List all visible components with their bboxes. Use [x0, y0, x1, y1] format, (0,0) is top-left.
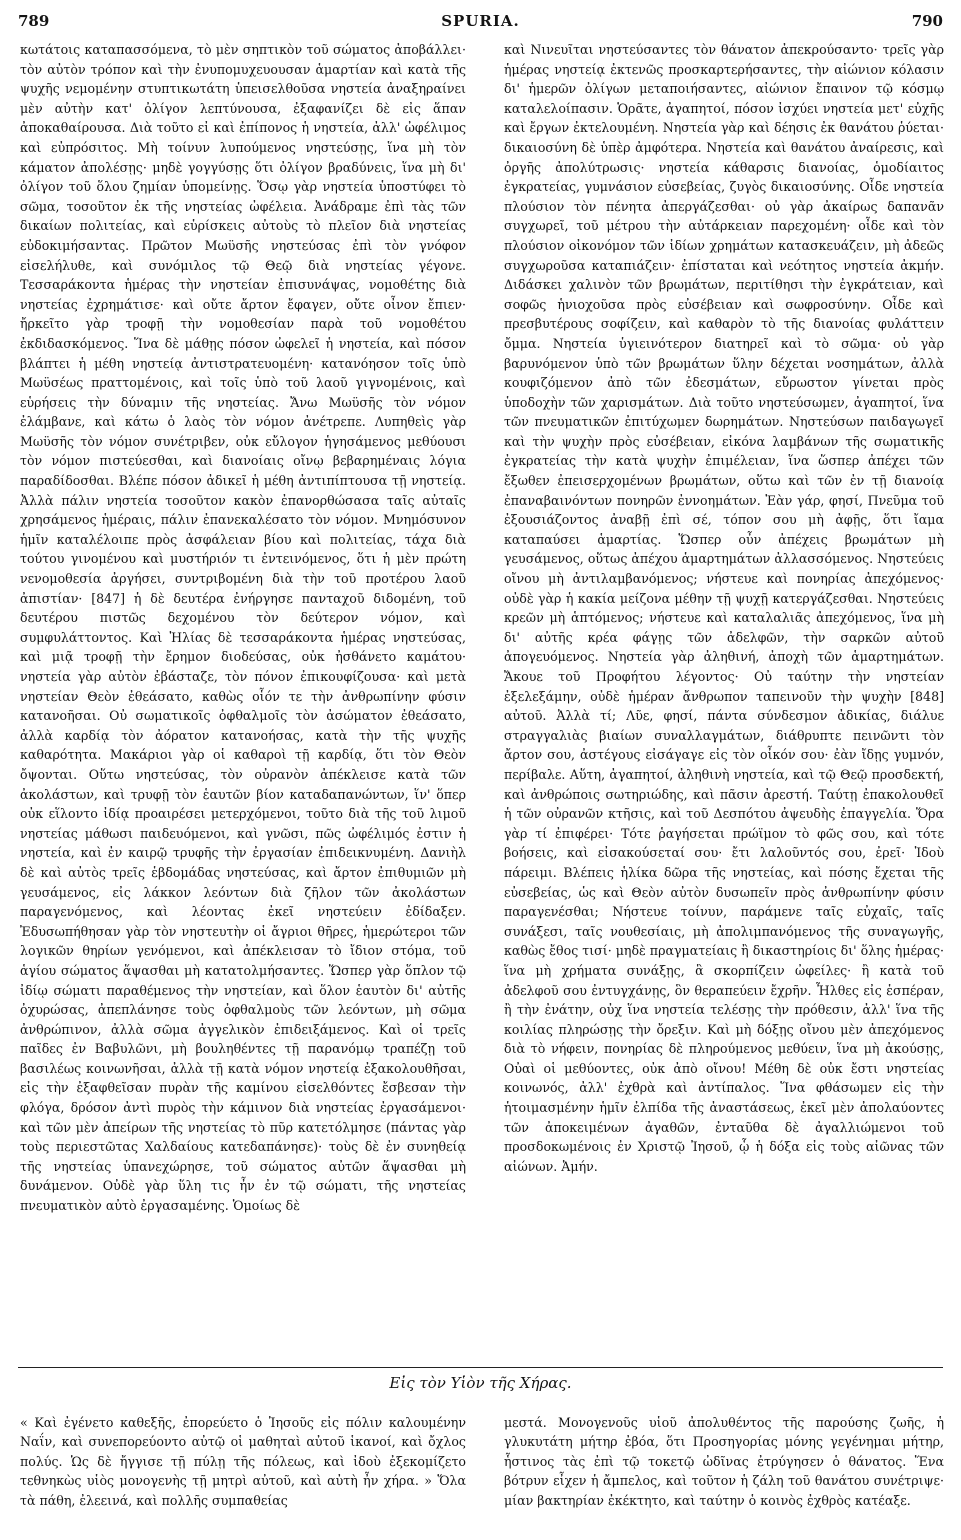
- section-divider: [18, 1367, 943, 1368]
- left-column-text: κωτάτοις καταπασσόμενα, τὸ μὲν σηπτικὸν τοῦ σώματος ἀποβάλλει· τὸν αὐτὸν τρόπον καὶ τὴν ἐνυπομυχευουσαν ἁμαρτίαν καὶ κατὰ τῆς ψυχῆς νεμομένην στυπτικωτάτη ὑπεισελθοῦσα νηστεία ἀναξηραίνει μὲν αὐτὴν κατ' ὀλίγον λεπτύνουσα, ἐξαφανίζει δὲ εἰς ἅπαν ἀποκαθαίρουσα. Διὰ τοῦτο εἰ καὶ ἐπίπονος ἡ νηστεία, ἀλλ' ὠφέλιμος καὶ εὐπρόσιτος. Μὴ τοίνυν λυπούμενος νηστεύσῃς, ἵνα μὴ τὸν κάματον ἀπολέσῃς· μηδὲ γογγύσῃς ὅτι ὀλίγον βραδύνεις, ἵνα μὴ δι' ὀλίγον τοῦ ὅλου ζημίαν ὑπομείνῃς. Ὅσῳ γὰρ νηστεία ὑποστύφει τὸ σῶμα, τοσοῦτον ἐκ τῆς νηστείας ὠφέλεια. Ἀνάδραμε ἐπὶ τὰς τῶν δικαίων πολιτείας, καὶ εὑρίσκεις αὐτοὺς τὸ πλεῖον διὰ νηστείας εὐδοκιμήσαντας. Πρῶτον Μωϋσῆς νηστεύσας ἐπὶ τὸν γνόφον εἰσελήλυθε, καὶ συνόμιλος τῷ Θεῷ διὰ νηστείας γέγονε. Τεσσαράκοντα ἡμέρας τὴν νηστείαν ἐπισυνάψας, νομοθέτης διὰ νηστείας ἐχρημάτισε· καὶ οὔτε ἄρτον ἔφαγεν, οὔτε οἶνον ἔπιεν· ἤρκεῖτο γὰρ τροφῇ τὴν νομοθεσίαν παρὰ τοῦ νομοθέτου ἐκδιδασκόμενος. Ἵνα δὲ μάθῃς πόσον ὠφελεῖ ἡ νηστεία, καὶ πόσον βλάπτει ἡ μέθη νηστείᾳ ἀντιστρατευομένη· κατανόησον τοῖς ὑπὸ Μωϋσέως πραττομένοις, καὶ τοῖς ὑπὸ τοῦ λαοῦ γιγνομένοις, καὶ εὑρήσεις τὴν δύναμιν τῆς νηστείας. Ἄνω Μωϋσῆς τὸν νόμον ἐλάμβανε, καὶ κάτω ὁ λαὸς τὸν νόμον ἀνέτρεπε. Λυπηθεὶς γὰρ Μωϋσῆς τὸν νόμον συνέτριβεν, οὐκ εὔλογον ἡγησάμενος μεθύουσι τὸν νόμον πιστεύεσθαι, καὶ διανοίαις οἴνῳ βεβαρημέναις λόγια παραδίδοσθαι. Βλέπε πόσον ἀδικεῖ ἡ μέθη ἀντιπίπτουσα τῇ νηστείᾳ. Ἀλλὰ πάλιν νηστεία τοσοῦτον κακὸν ἐπανορθώσασα ταῖς αὐταῖς χρησάμενος ἡμέραις, πάλιν ἐπανεκαλέσατο τὸν νόμον. Μνημόσυνον ἡμῖν καταλέλοιπε πρὸς ἀσφάλειαν βίου καὶ πολιτείας, τάχα διὰ τούτου γινομένου καὶ μυστήριόν τι ἐντεινόμενος, ὅτι ἡ μὲν πρώτη νενομοθεσία ἀργήσει, συντριβομένη διὰ τὴν τοῦ προτέρου λαοῦ ἀπιστίαν· [847] ἡ δὲ δευτέρα ἐνήργησε πανταχοῦ διδομένη, τοῦ δευτέρου πιστῶς δεχομένου τὸν δεύτερον νόμον, καὶ συμφυλάττοντος. Καὶ Ἠλίας δὲ τεσσαράκοντα ἡμέρας νηστεύσας, καὶ μιᾷ τροφῇ τὴν ἔρημον διοδεύσας, οὐκ ἠσθάνετο καμάτου· νηστεία γὰρ αὐτὸν ἐβάσταζε, τὸν πόνον ἐπικουφίζουσα· καὶ μετὰ νηστείαν Θεὸν ἐθεάσατο, καθὼς οἷόν τε τὴν ἀνθρωπίνην φύσιν κατανοῆσαι. Οὐ σωματικοῖς ὀφθαλμοῖς τὸν ἀσώματον ἐθεάσατο, ἀλλὰ καρδίᾳ τὸν ἀόρατον κατανοήσας, κατὰ τὴν τῆς ψυχῆς καθαρότητα. Μακάριοι γὰρ οἱ καθαροὶ τῇ καρδίᾳ, ὅτι τὸν Θεὸν ὄψονται. Οὕτω νηστεύσας, τὸν οὐρανὸν ἀπέκλεισε κατὰ τῶν ἀκολάστων, καὶ τρυφῇ τὸν ἑαυτῶν βίον καταδαπανώντων, ἵν' ὅπερ οὐκ εἵλοντο ἰδίᾳ προαιρέσει μετερχόμενοι, τοῦτο διὰ τῆς τοῦ λιμοῦ νηστείας μάθωσι παιδευόμενοι, καὶ γνῶσι, πῶς ὠφέλιμός ἐστιν ἡ νηστεία, καὶ ἐν καιρῷ τρυφῆς τὴν ἐργασίαν ἐπιδεικνυμένη. Δανιὴλ δὲ καὶ αὐτὸς τρεῖς ἑβδομάδας νηστεύσας, καὶ ἄρτον ἐπιθυμιῶν μὴ γευσάμενος, εἰς λάκκον λεόντων διὰ ζῆλον τῶν ἀκολάστων παραγενόμενος, καὶ λέοντας ἐκεῖ νηστεύειν ἐδίδαξεν. Ἐδυσωπήθησαν γὰρ τὸν νηστευτὴν οἱ ἄγριοι θῆρες, ἡμερώτεροι τῶν λογικῶν θηρίων γενόμενοι, καὶ ἀπέκλεισαν τὸ ἴδιον στόμα, τοῦ ἁγίου σώματος ἅψασθαι μὴ κατατολμήσαντες. Ὥσπερ γὰρ ὅπλον τῷ ἰδίῳ σώματι παραθέμενος τὴν νηστείαν, καὶ ὅλον ἑαυτὸν δι' αὐτῆς ὀχυρώσας, ἀπεπλάνησε τοὺς ὀφθαλμοὺς τῶν λεόντων, μὴ σῶμα ἀνθρώπινον, ἀλλὰ σῶμα ἀγγελικὸν ἐπιδειξάμενος. Καὶ οἱ τρεῖς παῖδες ἐν Βαβυλῶνι, μὴ βουληθέντες τῇ παρανόμῳ τραπέζῃ τοῦ βασιλέως κοινωνῆσαι, ἀλλὰ τῇ κατὰ νόμον νηστείᾳ ἐξακολουθῆσαι, εἰς τὴν ἐξαφθεῖσαν πυρὰν τῆς καμίνου εἰσελθόντες ἔσβεσαν τὴν φλόγα, δρόσον ἀντὶ πυρὸς τὴν κάμινον διὰ νηστείας ἐργασάμενοι· καὶ τῶν μὲν ἀπείρων τῆς νηστείας τὸ πῦρ κατετόλμησε (πάντας γὰρ τοὺς περιεστῶτας Χαλδαίους κατεδαπάνησε)· τοὺς δὲ ἐν συνηθείᾳ τῆς νηστείας ὑπανεχώρησε, τοῦ σώματος αὐτῶν ἅψασθαι μὴ δυνάμενον. Οὐδὲ γὰρ ὕλη τις ἦν ἐν τῷ σώματι, τῆς νηστείας πνευματικὸν αὐτὸ ἐργασαμένης. Ὁμοίως δὲ: [20, 42, 466, 1214]
- running-title: SPURIA.: [441, 12, 520, 30]
- page-number-right: 790: [911, 12, 943, 30]
- page-header: [18, 12, 943, 34]
- section-title: Εἰς τὸν Υἱὸν τῆς Χήρας.: [389, 1374, 572, 1392]
- left-column: [20, 40, 466, 1358]
- section-right-column: [504, 1400, 944, 1532]
- section-left-column: [20, 1400, 466, 1532]
- right-column: [504, 40, 944, 1358]
- page-number-left: 789: [18, 12, 50, 30]
- section-left-text: « Καὶ ἐγένετο καθεξῆς, ἐπορεύετο ὁ Ἰησοῦς εἰς πόλιν καλουμένην Ναΐν, καὶ συνεπορεύοντο αὐτῷ οἱ μαθηταὶ αὐτοῦ ἱκανοί, καὶ ὄχλος πολύς. Ὡς δὲ ἤγγισε τῇ πύλῃ τῆς πόλεως, καὶ ἰδοὺ ἐξεκομίζετο τεθνηκὼς υἱὸς μονογενὴς τῇ μητρὶ αὐτοῦ, καὶ αὐτὴ ἦν χήρα. » Ὅλα τὰ πάθη, ἐλεεινά, καὶ πολλῆς συμπαθείας: [20, 1414, 466, 1508]
- right-column-text: καὶ Νινευῖται νηστεύσαντες τὸν θάνατον ἀπεκρούσαντο· τρεῖς γὰρ ἡμέρας νηστείᾳ ἐκτενῶς προσκαρτερήσαντες, τὴν αἰώνιον κόλασιν δι' ἡμερῶν ὀλίγων μεταποιήσαντες, αἰώνιον ἔπαινον τῷ κόσμῳ καταλελοίπασιν. Ὁρᾶτε, ἀγαπητοί, πόσον ἰσχύει νηστεία μετ' εὐχῆς καὶ ἔργων ἐκτελουμένη. Νηστεία γὰρ καὶ δέησις ἐκ θανάτου ῥύεται· δικαιοσύνη δὲ ὑπὲρ ἀμφότερα. Νηστεία καὶ θανάτου ἀναίρεσις, καὶ ὀργῆς ἀπολύτρωσις· νηστεία κάθαρσις διανοίας, ὁμοδίαιτος ἐγκρατείας, γυμνάσιον εὐσεβείας, ζυγὸς δικαιοσύνης. Οἶδε νηστεία πλούσιον τὸν πένητα ἀπεργάζεσθαι· οὐ γὰρ ἀκαίρως δαπανᾶν συγχωρεῖ, τοῦ μέτρου τὴν αὐτάρκειαν παρεχομένη· οἶδε καὶ τὸν πλούσιον οἰκονόμον τῶν ἰδίων χρημάτων κατασκευάζειν, μὴ ἀδεῶς συγχωροῦσα καταπιάζειν· ἐπίσταται καὶ νεότητος νηστεία ἀκμήν. Διδάσκει χαλινὸν τῶν βρωμάτων, περιτίθησι τὴν ἐγκράτειαν, καὶ σοφῶς ἡνιοχοῦσα πρὸς εὐσέβειαν καὶ σωφροσύνην. Οἶδε καὶ πρεσβυτέρους σοφίζειν, καὶ καθαρὸν τὸ τῆς διανοίας φυλάττειν ὄμμα. Νηστεία ὑγιεινότερον διατηρεῖ καὶ τὸ σῶμα· οὐ γὰρ βαρυνόμενον ὑπὸ τῶν βρωμάτων ὕλην δέχεται νοσημάτων, ἀλλὰ κουφιζόμενον ἀπὸ τῶν ἐδεσμάτων, εὔρωστον γίνεται πρὸς ὑποδοχὴν τῶν χαρισμάτων. Διὰ τοῦτο νηστεύσωμεν, ἀγαπητοί, ἵνα τῶν πνευματικῶν ἐπιτύχωμεν δωρημάτων. Νηστεύσων παιδαγωγεῖ καὶ τὴν ψυχὴν πρὸς εὐσέβειαν, εἰκόνα λαμβάνων τῆς σωματικῆς ἐγκρατείας τὴν κατὰ ψυχὴν ἐπιμέλειαν, ἵνα ὥσπερ ἀπέχει τῶν ἔξωθεν ἐπεισερχομένων βρωμάτων, οὕτω καὶ τῶν ἐν τῇ διανοίᾳ ἐπαναβαινόντων πονηρῶν ἐννοημάτων. Ἐὰν γάρ, φησί, Πνεῦμα τοῦ ἐξουσιάζοντος ἀναβῇ ἐπὶ σέ, τόπον σου μὴ ἀφῇς, ὅτι ἴαμα καταπαύσει ἁμαρτίας. Ὥσπερ οὖν ἀπέχεις βρωμάτων μὴ γευσάμενος, οὕτως ἀπέχου ἁμαρτημάτων ἀλλασσόμενος. Νηστεύεις οἴνου μὴ ἀντιλαμβανόμενος; νήστευε καὶ πονηρίας ἀπεχόμενος· οὐδὲ γὰρ ἡ κακία μείζονα μέθην τῇ ψυχῇ κατεργάζεσθαι. Νηστεύεις κρεῶν μὴ ἁπτόμενος; νήστευε καὶ καταλαλιᾶς ἀπεχόμενος, ἵνα μὴ δι' αὐτῆς κρέα φάγῃς τῶν ἀδελφῶν, τὴν σαρκῶν αὐτοῦ ἀπογευόμενος. Νηστεία γὰρ ἀληθινή, ἀποχὴ τῶν ἁμαρτημάτων. Ἄκουε τοῦ Προφήτου λέγοντος· Οὐ ταύτην τὴν νηστείαν ἐξελεξάμην, οὐδὲ ἡμέραν ἄνθρωπον ταπεινοῦν τὴν ψυχὴν [848] αὐτοῦ. Ἀλλὰ τί; Λῦε, φησί, πάντα σύνδεσμον ἀδικίας, διάλυε στραγγαλιὰς βιαίων συναλλαγμάτων, διάθρυπτε πεινῶντι τὸν ἄρτον σου, ἀστέγους εἰσάγαγε εἰς τὸν οἶκόν σου· ἐὰν ἴδῃς γυμνόν, περίβαλε. Αὕτη, ἀγαπητοί, ἀληθινὴ νηστεία, καὶ τῷ Θεῷ προσδεκτή, καὶ ἀνθρώποις σωτηριώδης, καὶ πᾶσιν ἀρεστή. Ταύτῃ ἐπακολουθεῖ ἡ τῶν οὐρανῶν κτῆσις, καὶ τοῦ Δεσπότου ἀψευδὴς ἐπαγγελία. Ὅρα γὰρ τί ἐπιφέρει· Τότε ῥαγήσεται πρώϊμον τὸ φῶς σου, καὶ τότε βοήσεις, καὶ εἰσακούσεταί σου· ἔτι λαλοῦντός σου, ἐρεῖ· Ἰδοὺ πάρειμι. Βλέπεις ἡλίκα δῶρα τῆς νηστείας, καὶ πόσης ἔχεται τῆς εὐσεβείας, ὡς καὶ Θεὸν αὐτὸν δυσωπεῖν πρὸς ἀνθρωπίνην φύσιν παραγενέσθαι; Νήστευε τοίνυν, παράμενε ταῖς εὐχαῖς, ταῖς συνάξεσι, ταῖς νουθεσίαις, μὴ ἀπολιμπανόμενος τῆς συναγωγῆς, καθὼς ἔθος τισί· μηδὲ πραγματείαις ἢ δικαστηρίοις δι' ὅλης ἡμέρας· ἵνα μὴ χρήματα συνάξῃς, ἃ σκορπίζειν ὠφείλες· ἢ κατὰ τοῦ ἀδελφοῦ σου ἐντυγχάνῃς, ὃν θεραπεύειν ἔχρῆν. Ἦλθες εἰς ἑσπέραν, ἢ τὴν ἐνάτην, οὐχ ἵνα νηστεία τελέσῃς τὴν πρόθεσιν, ἀλλ' ἵνα τῆς κοιλίας πληρώσῃς τὴν ὄρεξιν. Καὶ μὴ δόξῃς οἴνου μὲν ἀπεχόμενος διὰ τὸ νήφειν, πονηρίας δὲ πληρούμενος μεθύειν, ἵνα μὴ ἀκούσῃς, Οὐαὶ οἱ μεθύοντες, οὐκ ἀπὸ οἴνου! Μέθη δὲ οὐκ ἔστι νηστείας κοινωνός, ἀλλ' ἐχθρὰ καὶ ἀντίπαλος. Ἵνα φθάσωμεν εἰς τὴν ἡτοιμασμένην ἡμῖν ἐλπίδα τῆς ἀναστάσεως, ἐκεῖ μὲν ἀπολαύοντες τῶν ἀποκειμένων ἀγαθῶν, ἐνταῦθα δὲ ἀγαλλιώμενοι τοῦ προσδοκωμένοις ἐν Χριστῷ Ἰησοῦ, ᾧ ἡ δόξα εἰς τοὺς αἰῶνας τῶν αἰώνων. Ἀμήν.: [504, 42, 944, 1174]
- section-right-text: μεστά. Μονογενοῦς υἱοῦ ἀπολυθέντος τῆς παρούσης ζωῆς, ἡ γλυκυτάτη μήτηρ ἐβόα, ὅτι Προσηγορίας μόνης γεγένημαι μήτηρ, ἧστινος τὰς ἐπὶ τῷ τοκετῷ ὠδῖνας ἐτρύγησεν ὁ θάνατος. Ἕνα βότρυν εἶχεν ἡ ἄμπελος, καὶ τοῦτον ἡ ζάλη τοῦ θανάτου συνέτριψε· μίαν βακτηρίαν ἐκέκτητο, καὶ ταύτην ὁ κοινὸς ἐχθρὸς κατέαξε.: [504, 1414, 944, 1508]
